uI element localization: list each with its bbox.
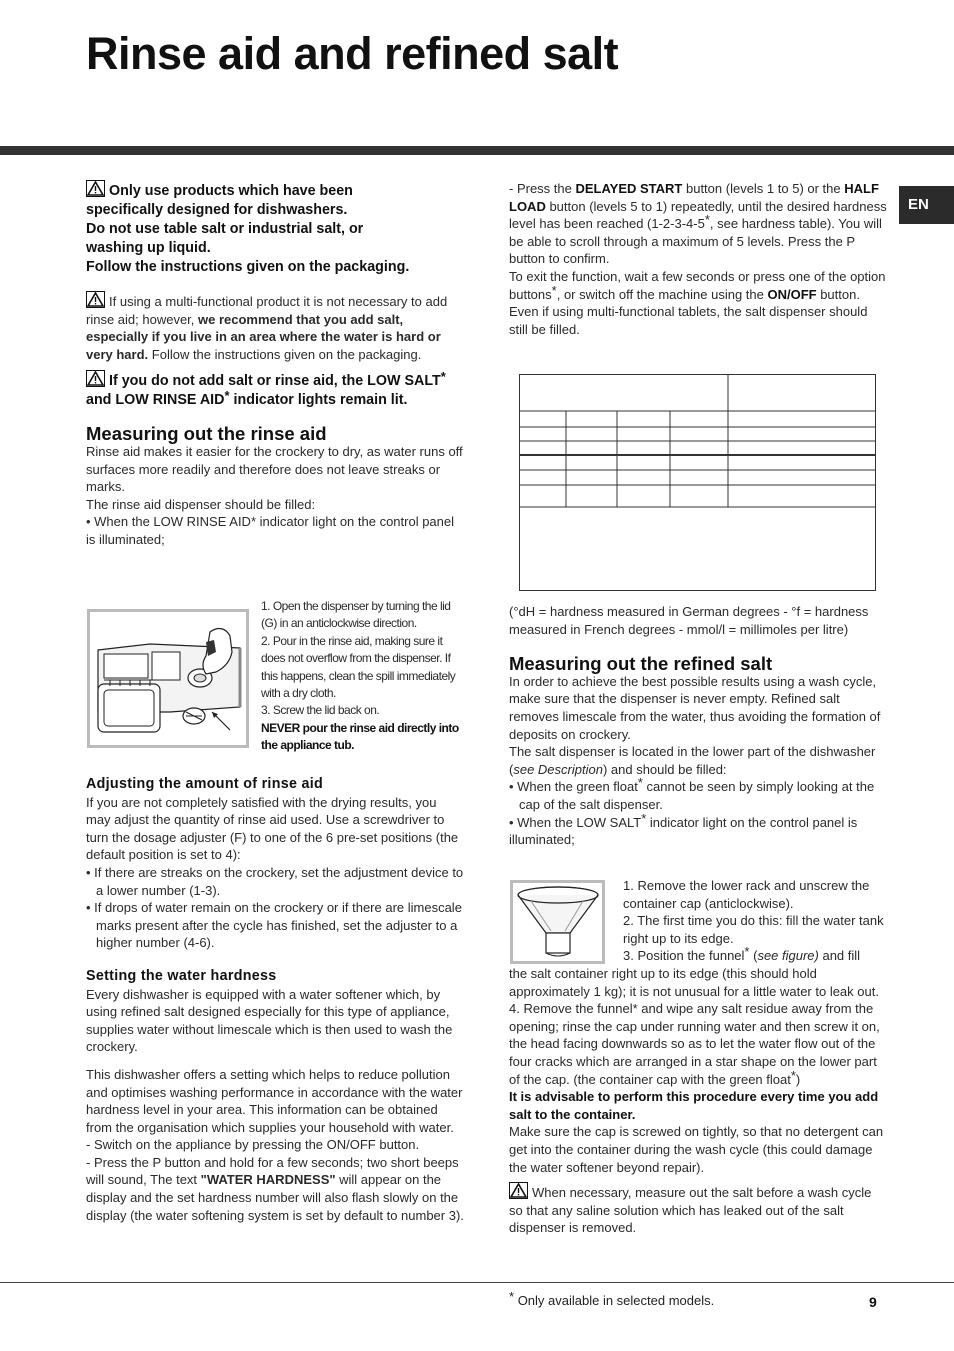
- right-column: [509, 180, 887, 338]
- rinse-aid-steps: 1. Open the dispenser by turning the lid (G) in an anticlockwise direction. 2. Pour in the rinse aid, making sure it does not overflow from the dispenser. If this happens, clean the spill immediately with a dry cloth. 3. Screw the lid back on. NEVER pour the rinse aid directly into the appliance tub.: [261, 599, 459, 753]
- salt-funnel-figure: [510, 880, 605, 964]
- warning-icon: [509, 1182, 528, 1199]
- salt-step4: 4. Remove the funnel* and wipe any salt residue away from the opening; rinse the cap under running water and then screw it on, the head facing downwards so as to let the water flow out of the four cracks which are arranged in a star shape on the lower part of the cap. (the container cap with the green float*): [509, 1001, 880, 1087]
- refined-salt-bullet-float: • When the green float* cannot be seen by simply looking at the cap of the salt dispenser.: [509, 775, 875, 812]
- water-hardness-p2: This dishwasher offers a setting which helps to reduce pollution and optimises washing performance in accordance with the water hardness level in your area. This information can be obtained from the organisation which supplies your household with water.: [86, 1066, 463, 1135]
- refined-salt-heading: Measuring out the refined salt: [509, 653, 773, 675]
- bottom-rule: [0, 1282, 954, 1283]
- left-column: [86, 180, 464, 549]
- hardness-units-note: (°dH = hardness measured in German degrees - °f = hardness measured in French degrees - mmol/l = millimoles per litre): [509, 604, 869, 637]
- adjusting-bullet-higher: • If drops of water remain on the crockery or if there are limescale marks present after the cycle has finished, set the adjuster to a higher number (4-6).: [86, 900, 462, 951]
- refined-salt-p2: The salt dispenser is located in the lower part of the dishwasher (see Description) and should be filled:: [509, 744, 876, 777]
- left-column-lower: [86, 776, 464, 1224]
- adjusting-intro: If you are not completely satisfied with the drying results, you may adjust the quantity of rinse aid used. Use a screwdriver to turn the dosage adjuster (F) to one of the 6 pre-set positions (the default position is set to 4):: [86, 794, 459, 863]
- water-hardness-heading: Setting the water hardness: [86, 967, 277, 984]
- footnote: * Only available in selected models.: [509, 1289, 715, 1308]
- rinse-aid-bullet: • When the LOW RINSE AID* indicator light on the control panel is illuminated;: [86, 514, 455, 547]
- refined-salt-bullet-light: • When the LOW SALT* indicator light on the control panel is illuminated;: [509, 810, 858, 848]
- warning-products: Only use products which have been specifically designed for dishwashers. Do not use table salt or industrial salt, or washing up liquid. Follow the instructions given on the packaging.: [86, 180, 464, 277]
- top-rule: [0, 146, 954, 155]
- rinse-aid-fill: The rinse aid dispenser should be filled:: [86, 496, 316, 512]
- adjusting-heading: Adjusting the amount of rinse aid: [86, 776, 324, 792]
- dispenser-illustration: [90, 612, 246, 745]
- warning-multifunctional: If using a multi-functional product it is not necessary to add rinse aid; however, we recommend that you add salt, especially if you live in an area where the water is hard or very hard. Follow the instructions given on the packaging.: [86, 291, 464, 363]
- page-number: 9: [869, 1294, 877, 1310]
- salt-steps: 1. Remove the lower rack and unscrew the container cap (anticlockwise). 2. The first time you do this: fill the water tank right up to its edge. 3. Position the funnel* (see figure) and fill: [623, 878, 884, 964]
- water-hardness-p1: Every dishwasher is equipped with a water softener which, by using refined salt designed especially for this type of appliance, supplies water without limescale which is then used to wash the crockery.: [86, 986, 453, 1055]
- adjusting-bullet-lower: • If there are streaks on the crockery, set the adjustment device to a lower number (1-3).: [86, 864, 464, 898]
- hardness-instructions: - Press the DELAYED START button (levels 1 to 5) or the HALF LOAD button (levels 5 to 1) repeatedly, until the desired hardness level has been reached (1-2-3-4-5*, see hardness table). You will be able to scroll through a maximum of 5 levels. Press the P button to confirm.: [509, 181, 887, 267]
- refined-salt-p1: In order to achieve the best possible results using a wash cycle, make sure that the dispenser is never empty. Refined salt removes limescale from the water, thus avoiding the formation of deposits on crockery.: [509, 673, 881, 742]
- warning-icon: [86, 370, 105, 387]
- warning-icon: [86, 180, 105, 197]
- salt-cap-note: Make sure the cap is screwed on tightly, so that no detergent can get into the container during the wash cycle (this could damage the water softener beyond repair).: [509, 1124, 884, 1175]
- hardness-table-grid: [520, 375, 875, 590]
- language-tab: EN: [899, 186, 954, 224]
- hardness-exit: To exit the function, wait a few seconds or press one of the option buttons*, or switch off the machine using the ON/OFF button.: [509, 268, 886, 302]
- warning-low-lights: If you do not add salt or rinse aid, the LOW SALT* and LOW RINSE AID* indicator lights remain lit.: [86, 369, 446, 409]
- hardness-table: [519, 374, 876, 591]
- funnel-illustration: [513, 883, 602, 961]
- water-hardness-step-p: - Press the P button and hold for a few seconds; two short beeps will sound, The text "WATER HARDNESS" will appear on the display and the set hardness number will also flash slowly on the display (the water softening system is set by default to number 3).: [86, 1154, 464, 1223]
- salt-warning: When necessary, measure out the salt before a wash cycle so that any saline solution which has leaked out of the salt dispenser is removed.: [509, 1182, 887, 1237]
- water-hardness-step-on: - Switch on the appliance by pressing the ON/OFF button.: [86, 1137, 420, 1153]
- right-column-lower: [509, 965, 887, 1237]
- warning-icon: [86, 291, 105, 308]
- rinse-aid-heading: Measuring out the rinse aid: [86, 423, 327, 445]
- right-column-middle: [509, 603, 887, 849]
- salt-advice: It is advisable to perform this procedure every time you add salt to the container.: [509, 1089, 879, 1122]
- salt-step3-cont: the salt container right up to its edge (this should hold approximately 1 kg); it is not unusual for a little water to leak out.: [509, 966, 879, 999]
- rinse-aid-intro: Rinse aid makes it easier for the crockery to dry, as water runs off surfaces more readily and therefore does not leave streaks or marks.: [86, 443, 463, 495]
- hardness-tablets: Even if using multi-functional tablets, the salt dispenser should still be filled.: [509, 304, 868, 337]
- page-title: Rinse aid and refined salt: [86, 28, 619, 79]
- rinse-aid-dispenser-figure: [87, 609, 249, 748]
